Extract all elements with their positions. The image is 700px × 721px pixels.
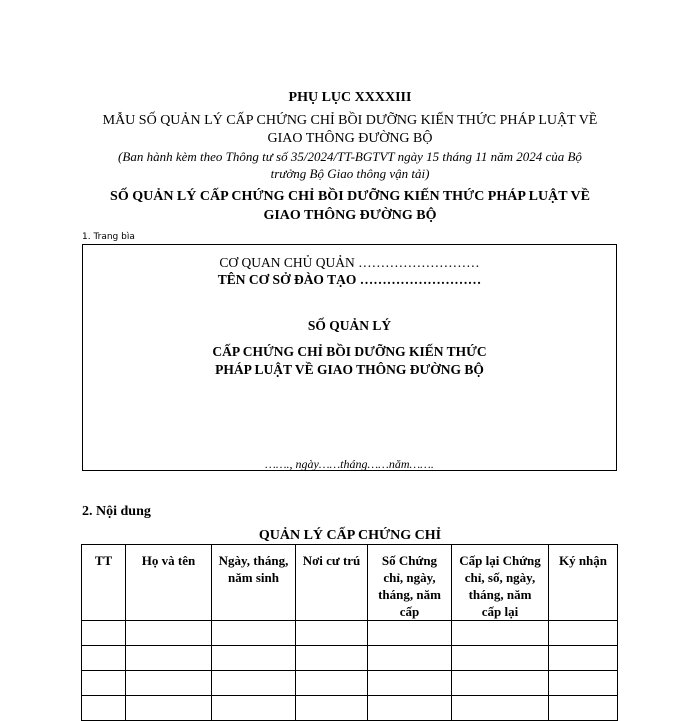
table-cell — [549, 646, 618, 671]
table-cell — [212, 646, 296, 671]
cover-cert-title — [83, 343, 616, 379]
table-cell — [296, 696, 368, 721]
table-cell — [549, 696, 618, 721]
table-cell — [368, 621, 452, 646]
table-cell — [549, 671, 618, 696]
table-cell — [368, 696, 452, 721]
cover-book-label: SỐ QUẢN LÝ — [307, 318, 392, 333]
cover-page-box — [82, 244, 617, 471]
table-row — [82, 646, 618, 671]
section2-heading: 2. Nội dung — [82, 504, 151, 519]
table-cell — [82, 621, 126, 646]
table-cell — [82, 696, 126, 721]
form-title — [0, 112, 700, 148]
table-cell — [126, 621, 212, 646]
table-cell — [368, 646, 452, 671]
table-header-row — [82, 545, 618, 621]
table-cell — [212, 621, 296, 646]
issued-note — [0, 148, 700, 182]
table-row — [82, 621, 618, 646]
school-line: TÊN CƠ SỞ ĐÀO TẠO ……………………… — [217, 272, 482, 287]
table-cell — [368, 671, 452, 696]
table-cell — [212, 696, 296, 721]
column-header-birth-date: Ngày, tháng, năm sinh — [212, 545, 296, 621]
cover-cert-line2: PHÁP LUẬT VỀ GIAO THÔNG ĐƯỜNG BỘ — [215, 362, 484, 377]
table-cell — [296, 671, 368, 696]
issued-note-line2: trưởng Bộ Giao thông vận tải) — [270, 166, 430, 181]
column-header-residence: Nơi cư trú — [296, 545, 368, 621]
agency-line: CƠ QUAN CHỦ QUẢN ……………………… — [219, 255, 480, 270]
table-cell — [452, 646, 549, 671]
column-header-signature: Ký nhận — [549, 545, 618, 621]
column-header-full-name: Họ và tên — [126, 545, 212, 621]
column-header-tt: TT — [82, 545, 126, 621]
table-cell — [126, 671, 212, 696]
table-title: QUẢN LÝ CẤP CHỨNG CHỈ — [258, 528, 442, 543]
book-title-line2: GIAO THÔNG ĐƯỜNG BỘ — [263, 208, 437, 223]
cover-cert-line1: CẤP CHỨNG CHỈ BỒI DƯỠNG KIẾN THỨC — [212, 344, 487, 359]
table-cell — [82, 646, 126, 671]
table-cell — [212, 671, 296, 696]
table-cell — [82, 671, 126, 696]
table-cell — [452, 696, 549, 721]
table-cell — [126, 696, 212, 721]
column-header-certificate-number: Số Chứng chỉ, ngày, tháng, năm cấp — [368, 545, 452, 621]
table-cell — [452, 621, 549, 646]
appendix-heading: PHỤ LỤC XXXXIII — [288, 90, 412, 105]
table-cell — [452, 671, 549, 696]
form-title-line1: MẪU SỐ QUẢN LÝ CẤP CHỨNG CHỈ BỒI DƯỠNG KIẾN THỨC PHÁP LUẬT VỀ — [102, 113, 598, 128]
column-header-reissue: Cấp lại Chứng chỉ, số, ngày, tháng, năm cấp lại — [452, 545, 549, 621]
table-row — [82, 696, 618, 721]
certificate-ledger-table — [81, 544, 618, 721]
table-cell — [126, 646, 212, 671]
cover-date-line: ……., ngày……tháng……năm……. — [265, 457, 434, 471]
issued-note-line1: (Ban hành kèm theo Thông tư số 35/2024/TT-BGTVT ngày 15 tháng 11 năm 2024 của Bộ — [118, 149, 582, 164]
book-title-line1: SỐ QUẢN LÝ CẤP CHỨNG CHỈ BỒI DƯỠNG KIẾN THỨC PHÁP LUẬT VỀ — [110, 189, 590, 204]
table-cell — [296, 621, 368, 646]
table-cell — [549, 621, 618, 646]
book-title — [0, 187, 700, 225]
table-row — [82, 671, 618, 696]
form-title-line2: GIAO THÔNG ĐƯỜNG BỘ — [267, 131, 433, 146]
table-cell — [296, 646, 368, 671]
section1-heading: 1. Trang bìa — [82, 232, 135, 242]
